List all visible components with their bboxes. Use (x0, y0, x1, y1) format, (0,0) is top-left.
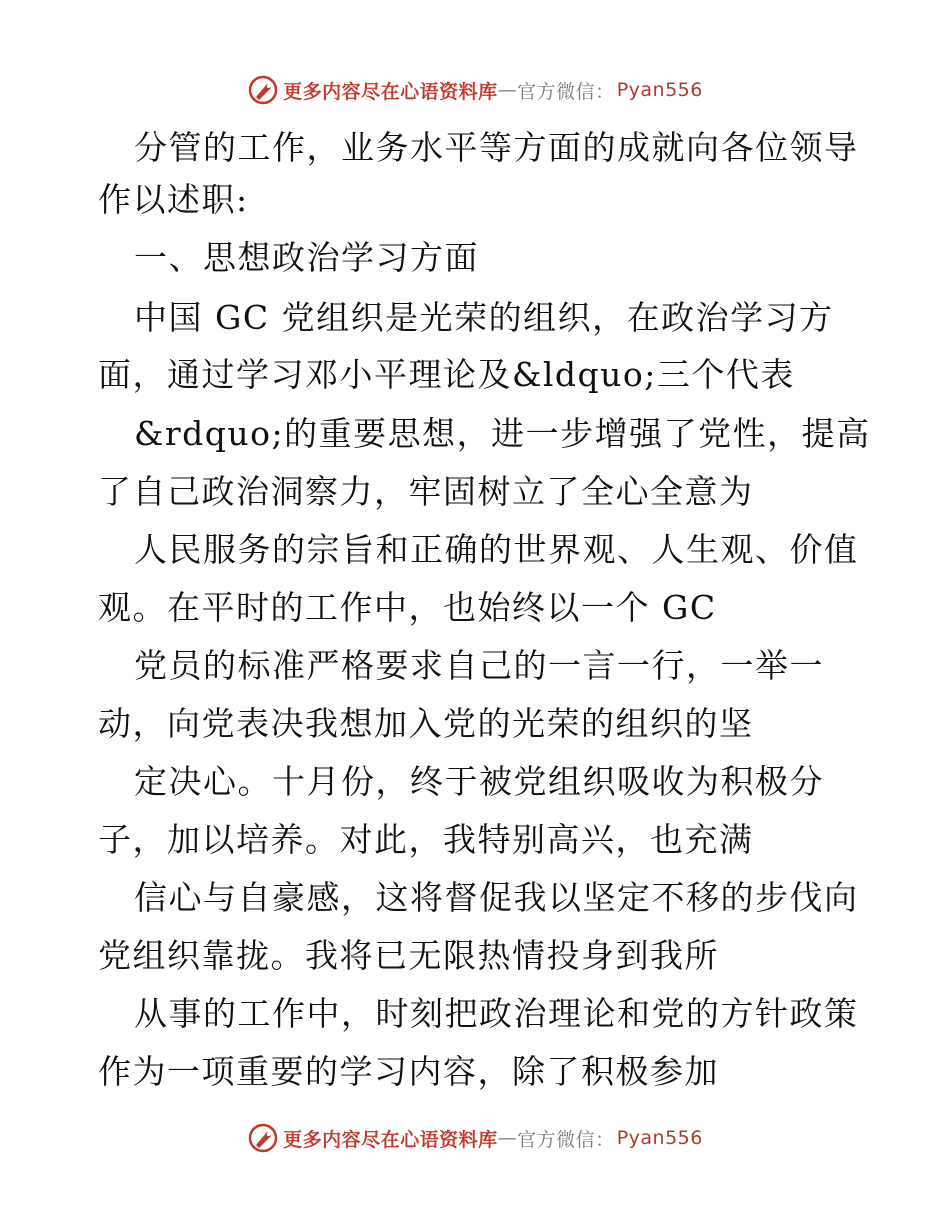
pen-nib-circle-icon (247, 1122, 279, 1154)
section-heading: 一、思想政治学习方面 (134, 238, 479, 277)
pen-nib-circle-icon (247, 74, 279, 106)
text-line: 动，向党表决我想加入党的光荣的组织的坚 (98, 704, 754, 743)
watermark-separator: — (497, 79, 518, 101)
watermark-header (0, 70, 950, 110)
text-line: 党员的标准严格要求自己的一言一行，一举一 (134, 646, 824, 685)
text-line: 中国 GC 党组织是光荣的组织，在政治学习方 (134, 298, 834, 337)
watermark-wechat-label: 官方微信： (517, 1128, 615, 1151)
text-line: 面，通过学习邓小平理论及&ldquo;三个代表 (98, 355, 795, 394)
text-line: &rdquo;的重要思想，进一步增强了党性，提高 (134, 414, 871, 453)
text-line: 作为一项重要的学习内容，除了积极参加 (98, 1052, 719, 1091)
text-line: 定决心。十月份，终于被党组织吸收为积极分 (134, 762, 824, 801)
watermark-wechat-id: Pyan556 (616, 1127, 703, 1149)
watermark-wechat-id: Pyan556 (616, 79, 703, 101)
text-line: 从事的工作中，时刻把政治理论和党的方针政策 (134, 994, 859, 1033)
text-line: 分管的工作，业务水平等方面的成就向各位领导 (134, 128, 859, 167)
text-line: 作以述职: (98, 180, 249, 219)
text-line: 人民服务的宗旨和正确的世界观、人生观、价值 (134, 530, 859, 569)
watermark-footer (0, 1118, 950, 1158)
text-line: 党组织靠拢。我将已无限热情投身到我所 (98, 936, 719, 975)
text-line: 了自己政治洞察力，牢固树立了全心全意为 (98, 472, 754, 511)
watermark-wechat-label: 官方微信： (517, 80, 615, 103)
text-line: 子，加以培养。对此，我特别高兴，也充满 (98, 820, 754, 859)
text-line: 观。在平时的工作中，也始终以一个 GC (98, 588, 717, 627)
watermark-separator: — (497, 1127, 518, 1149)
watermark-brand-text: 更多内容尽在心语资料库 (283, 80, 498, 103)
watermark-brand-text: 更多内容尽在心语资料库 (283, 1128, 498, 1151)
text-line: 信心与自豪感，这将督促我以坚定不移的步伐向 (134, 878, 859, 917)
